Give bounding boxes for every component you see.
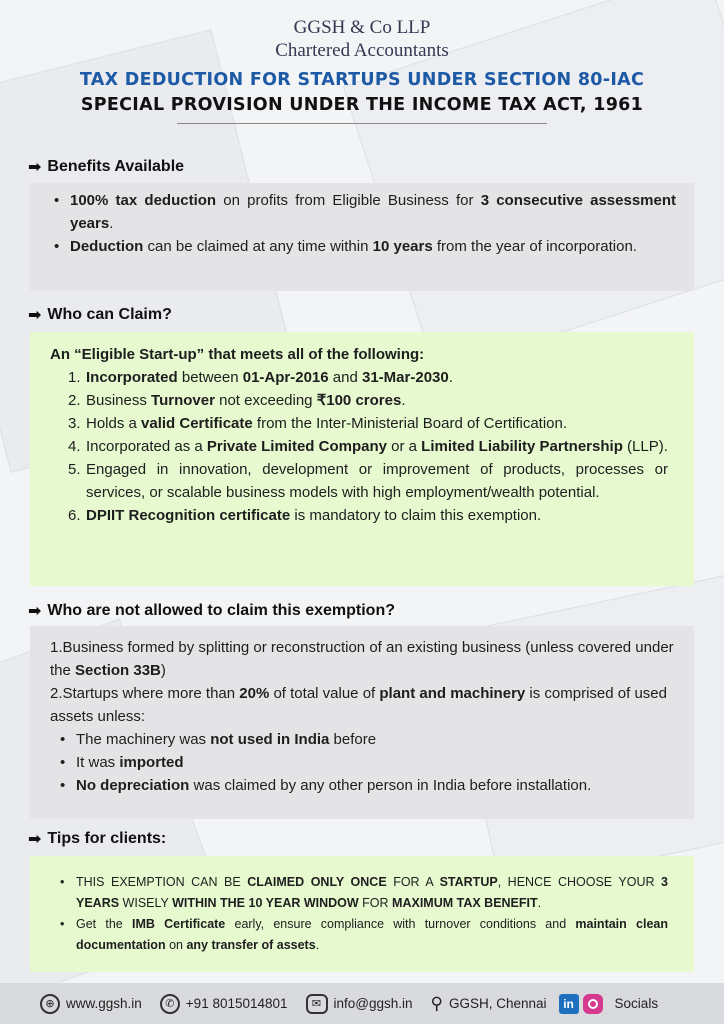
socials bbox=[559, 994, 659, 1014]
page-subtitle: SPECIAL PROVISION UNDER THE INCOME TAX ACT, 1961 bbox=[80, 95, 644, 115]
firm-name: GGSH & Co LLP bbox=[293, 17, 431, 38]
phone-icon: ✆ bbox=[160, 994, 180, 1014]
list-item: 2. Business Turnover not exceeding ₹100 crores. bbox=[68, 392, 406, 409]
mail-icon: ✉ bbox=[306, 994, 328, 1014]
globe-icon: ⊕ bbox=[40, 994, 60, 1014]
who-can-claim-heading-text: Who can Claim? bbox=[47, 305, 172, 323]
location-text[interactable]: GGSH, Chennai bbox=[449, 996, 547, 1011]
list-item: • No depreciation was claimed by any other person in India before installation. bbox=[58, 774, 674, 797]
firm-type: Chartered Accountants bbox=[275, 40, 449, 61]
location-link[interactable] bbox=[431, 994, 547, 1014]
tips-heading-text: Tips for clients: bbox=[47, 829, 167, 847]
footer bbox=[0, 983, 724, 1024]
list-item: • THIS EXEMPTION CAN BE CLAIMED ONLY ONCE FOR A STARTUP, HENCE CHOOSE YOUR 3 YEARS WISELY WITHIN THE 10 YEAR WINDOW FOR MAXIMUM TAX BENEFIT. bbox=[58, 872, 668, 914]
who-can-claim-heading bbox=[28, 305, 172, 324]
phone-link[interactable] bbox=[160, 994, 288, 1014]
not-allowed-heading bbox=[28, 601, 395, 620]
not-allowed-point-1: 1.Business formed by splitting or reconstruction of an existing business (unless covered under the Section 33B) bbox=[50, 639, 674, 679]
list-item: • It was imported bbox=[58, 751, 674, 774]
list-item: 1. Incorporated between 01-Apr-2016 and 31-Mar-2030. bbox=[68, 369, 453, 386]
socials-label: Socials bbox=[614, 996, 659, 1011]
not-allowed-point-2: 2.Startups where more than 20% of total value of plant and machinery is comprised of used assets unless: bbox=[50, 685, 667, 725]
eligibility-intro: An “Eligible Start-up” that meets all of the following: bbox=[50, 346, 425, 363]
list-item: 6. DPIIT Recognition certificate is mandatory to claim this exemption. bbox=[68, 507, 542, 524]
arrow-right-icon: ➡ bbox=[28, 157, 42, 176]
website-link[interactable] bbox=[40, 994, 142, 1014]
not-allowed-heading-text: Who are not allowed to claim this exemption? bbox=[47, 601, 395, 619]
list-item: 3. Holds a valid Certificate from the Inter-Ministerial Board of Certification. bbox=[68, 415, 568, 432]
list-item: • Get the IMB Certificate early, ensure compliance with turnover conditions and maintain clean documentation on any transfer of assets. bbox=[58, 914, 668, 956]
linkedin-icon[interactable]: in bbox=[559, 994, 579, 1014]
arrow-right-icon: ➡ bbox=[28, 305, 42, 324]
benefits-list bbox=[52, 189, 676, 258]
not-allowed-box bbox=[30, 626, 694, 819]
tips-box bbox=[30, 856, 694, 972]
benefits-heading-text: Benefits Available bbox=[47, 157, 185, 175]
page-title: TAX DEDUCTION FOR STARTUPS UNDER SECTION 80-IAC bbox=[79, 70, 645, 90]
header bbox=[0, 16, 724, 124]
conditions-list bbox=[50, 728, 674, 797]
email-link[interactable] bbox=[306, 994, 413, 1014]
list-item: 5. Engaged in innovation, development or improvement of products, processes or services, or scalable business models with high employment/wealth potential. bbox=[68, 461, 668, 501]
list-item: • The machinery was not used in India before bbox=[58, 728, 674, 751]
instagram-icon[interactable] bbox=[583, 994, 603, 1014]
eligibility-list bbox=[50, 366, 668, 527]
arrow-right-icon: ➡ bbox=[28, 601, 42, 620]
location-pin-icon: ⚲ bbox=[430, 993, 443, 1014]
benefits-heading bbox=[28, 157, 184, 176]
tips-list bbox=[58, 872, 668, 956]
list-item: 4. Incorporated as a Private Limited Company or a Limited Liability Partnership (LLP). bbox=[68, 438, 668, 455]
website-text[interactable]: www.ggsh.in bbox=[66, 996, 142, 1011]
list-item: • 100% tax deduction on profits from Eligible Business for 3 consecutive assessment years. bbox=[52, 189, 676, 235]
email-text[interactable]: info@ggsh.in bbox=[333, 996, 413, 1011]
phone-text[interactable]: +91 8015014801 bbox=[185, 996, 288, 1011]
benefits-box bbox=[30, 183, 694, 291]
tips-heading bbox=[28, 829, 166, 848]
arrow-right-icon: ➡ bbox=[28, 829, 42, 848]
list-item: • Deduction can be claimed at any time within 10 years from the year of incorporation. bbox=[52, 235, 676, 258]
divider bbox=[177, 123, 547, 124]
who-can-claim-box bbox=[30, 332, 694, 586]
